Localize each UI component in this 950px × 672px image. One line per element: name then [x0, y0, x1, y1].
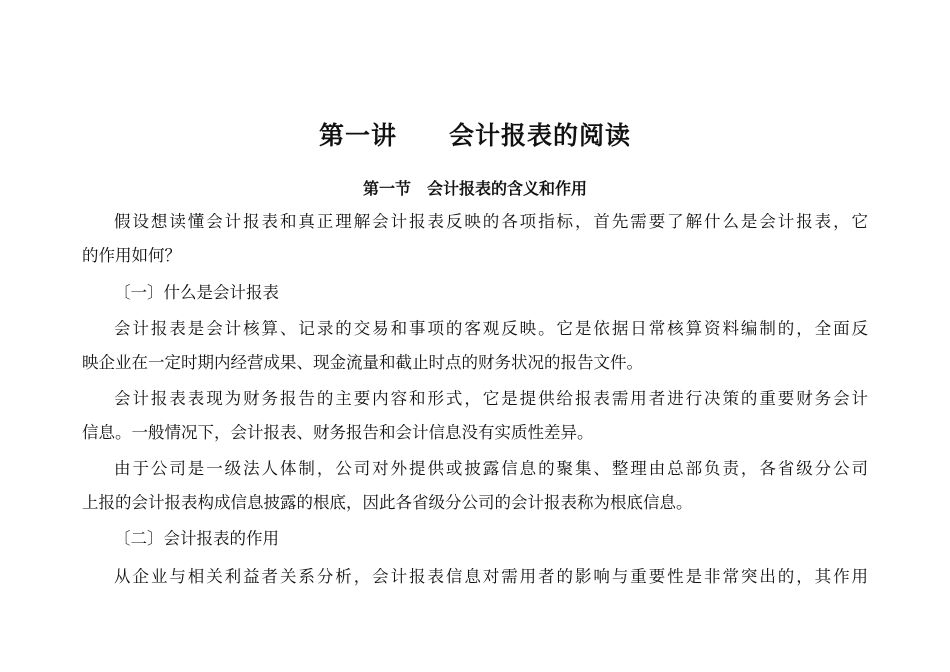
subsection-heading: 〔二〕会计报表的作用: [114, 529, 279, 548]
paragraph-line: 会计报表表现为财务报告的主要内容和形式，它是提供给报表需用者进行决策的重要财务会计: [114, 389, 868, 408]
paragraph-line: 会计报表是会计核算、记录的交易和事项的客观反映。它是依据日常核算资料编制的，全面反: [114, 319, 868, 338]
subsection-heading: 〔一〕什么是会计报表: [114, 283, 279, 302]
paragraph-line: 的作用如何？: [82, 246, 181, 265]
paragraph-line: 映企业在一定时期内经营成果、现金流量和截止时点的财务状况的报告文件。: [82, 353, 643, 372]
paragraph-line: 假设想读懂会计报表和真正理解会计报表反映的各项指标，首先需要了解什么是会计报表，它: [114, 212, 868, 231]
paragraph-line: 从企业与相关利益者关系分析，会计报表信息对需用者的影响与重要性是非常突出的，其作用: [114, 567, 868, 586]
paragraph-line: 由于公司是一级法人体制，公司对外提供或披露信息的聚集、整理由总部负责，各省级分公司: [114, 459, 868, 478]
section-title: 第一节 会计报表的含义和作用: [362, 179, 587, 198]
page-title: 第一讲 会计报表的阅读: [318, 121, 631, 150]
paragraph-line: 信息。一般情况下，会计报表、财务报告和会计信息没有实质性差异。: [82, 423, 594, 442]
paragraph-line: 上报的会计报表构成信息披露的根底，因此各省级分公司的会计报表称为根底信息。: [82, 493, 693, 512]
